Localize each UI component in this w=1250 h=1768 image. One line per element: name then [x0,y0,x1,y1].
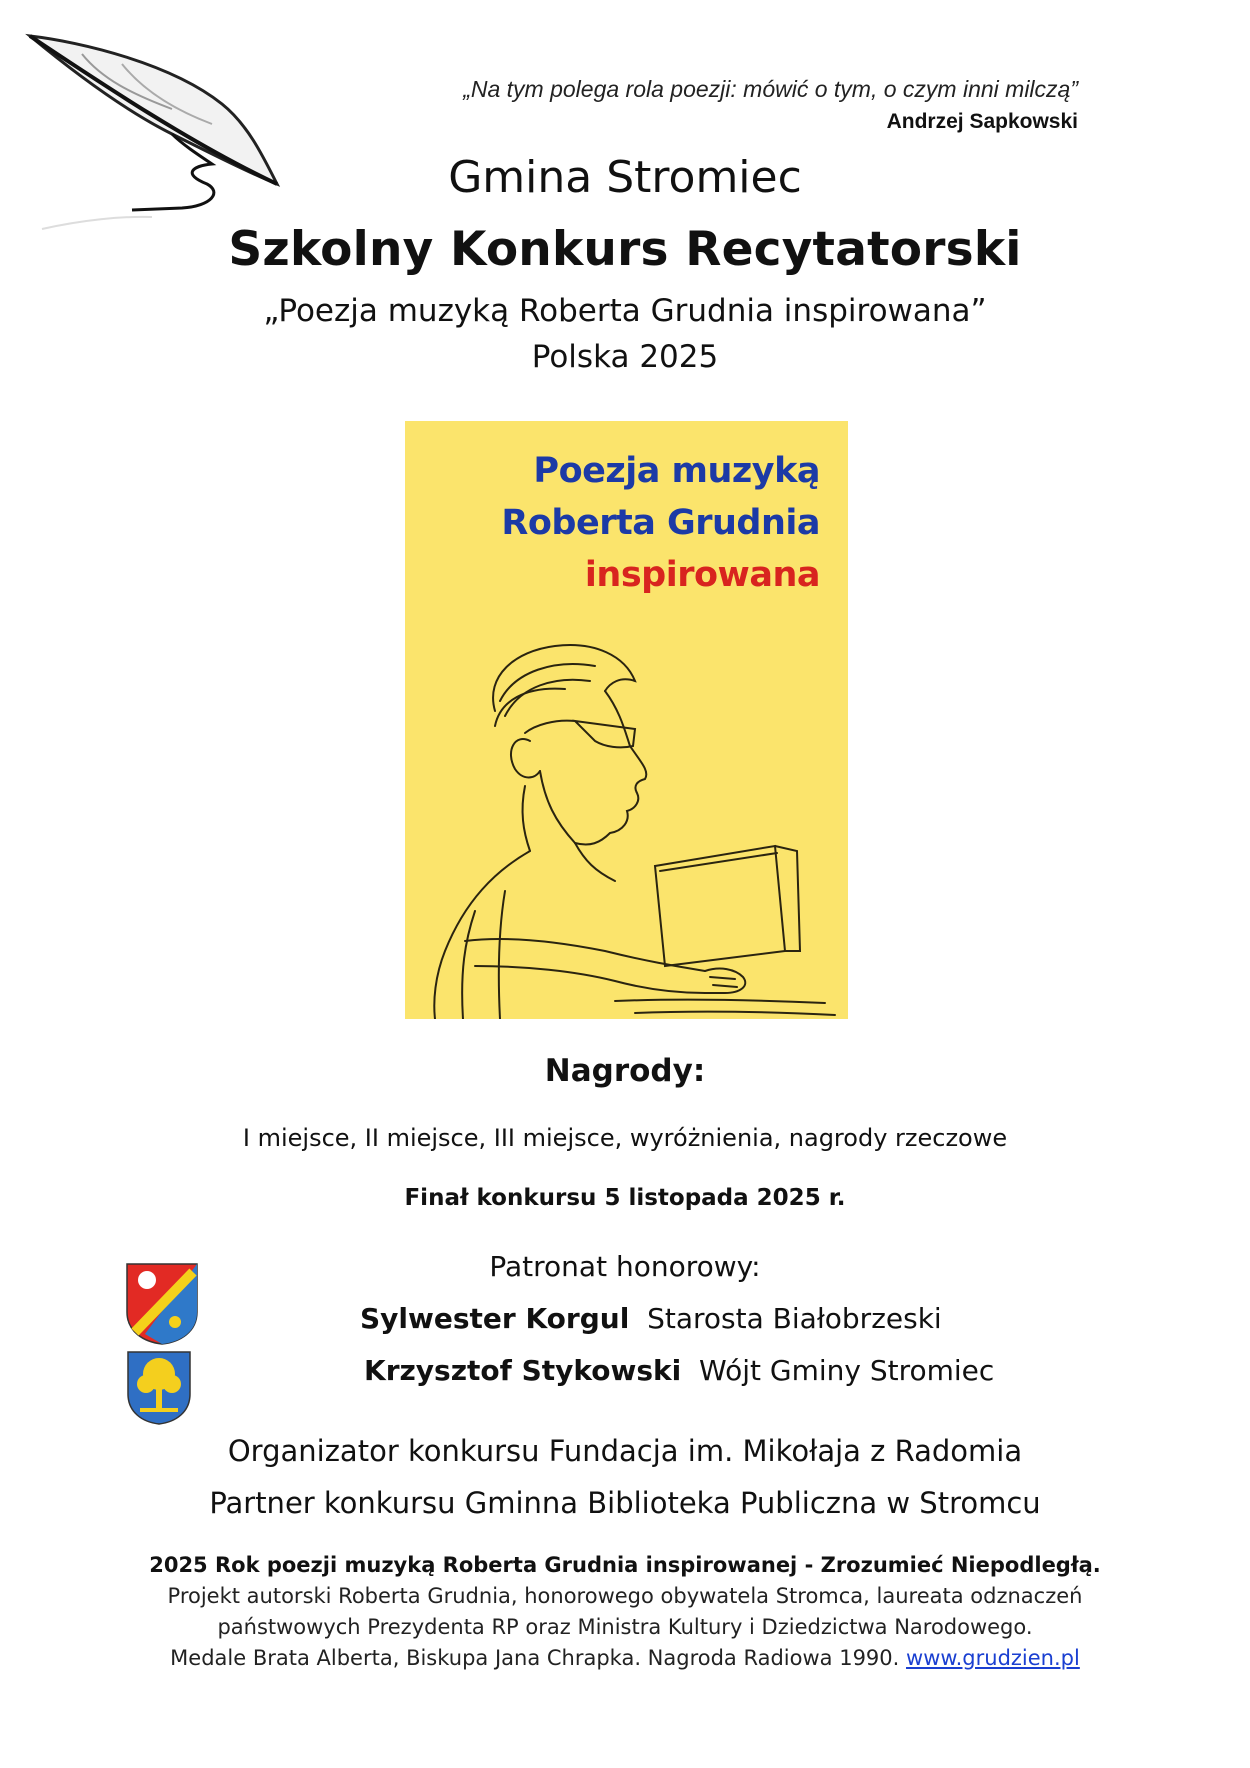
patron-role: Wójt Gminy Stromiec [699,1354,995,1387]
contest-subtitle: „Poezja muzyką Roberta Grudnia inspirowana” [263,293,987,329]
organizer-line: Organizator konkursu Fundacja im. Mikołaja z Radomia [227,1434,1023,1468]
partner-line: Partner konkursu Gminna Biblioteka Publiczna w Stromcu [209,1486,1041,1520]
pianist-sketch-image [405,621,848,1019]
contest-place-year: Polska 2025 [531,339,719,375]
quote-author: Andrzej Sapkowski [886,110,1078,133]
website-link[interactable]: www.grudzien.pl [906,1646,1080,1670]
patron-name: Sylwester Korgul [360,1302,630,1335]
footer-awards-text: Medale Brata Alberta, Biskupa Jana Chrapka. Nagroda Radiowa 1990. [170,1646,900,1670]
patron-entry [360,1302,942,1335]
poster-title-line-1: Poezja muzyką [533,451,820,491]
footer-motto: 2025 Rok poezji muzyką Roberta Grudnia inspirowanej - Zrozumieć Niepodległą. [149,1553,1101,1577]
patronage-heading: Patronat honorowy: [489,1250,761,1283]
quote-text: „Na tym polega rola poezji: mówić o tym, o czym inni milczą” [463,76,1078,102]
municipality-name: Gmina Stromiec [448,152,802,203]
poster-title-line-2: Roberta Grudnia [501,503,820,543]
patron-name: Krzysztof Stykowski [364,1354,682,1387]
footer-line-3 [0,1646,1250,1670]
prizes-heading: Nagrody: [544,1053,706,1089]
footer-line-1: Projekt autorski Roberta Grudnia, honorowego obywatela Stromca, laureata odznaczeń [167,1584,1083,1608]
footer-line-2: państwowych Prezydenta RP oraz Ministra Kultury i Dziedzictwa Narodowego. [217,1615,1033,1639]
municipality-coat-of-arms-icon [126,1350,192,1426]
poster-title-line-3: inspirowana [584,555,820,595]
prizes-list: I miejsce, II miejsce, III miejsce, wyróżnienia, nagrody rzeczowe [242,1124,1008,1152]
patron-role: Starosta Białobrzeski [647,1302,942,1335]
contest-poster [405,421,848,1019]
final-date: Finał konkursu 5 listopada 2025 r. [404,1185,846,1211]
contest-title: Szkolny Konkurs Recytatorski [228,222,1022,277]
patron-entry [364,1354,994,1387]
